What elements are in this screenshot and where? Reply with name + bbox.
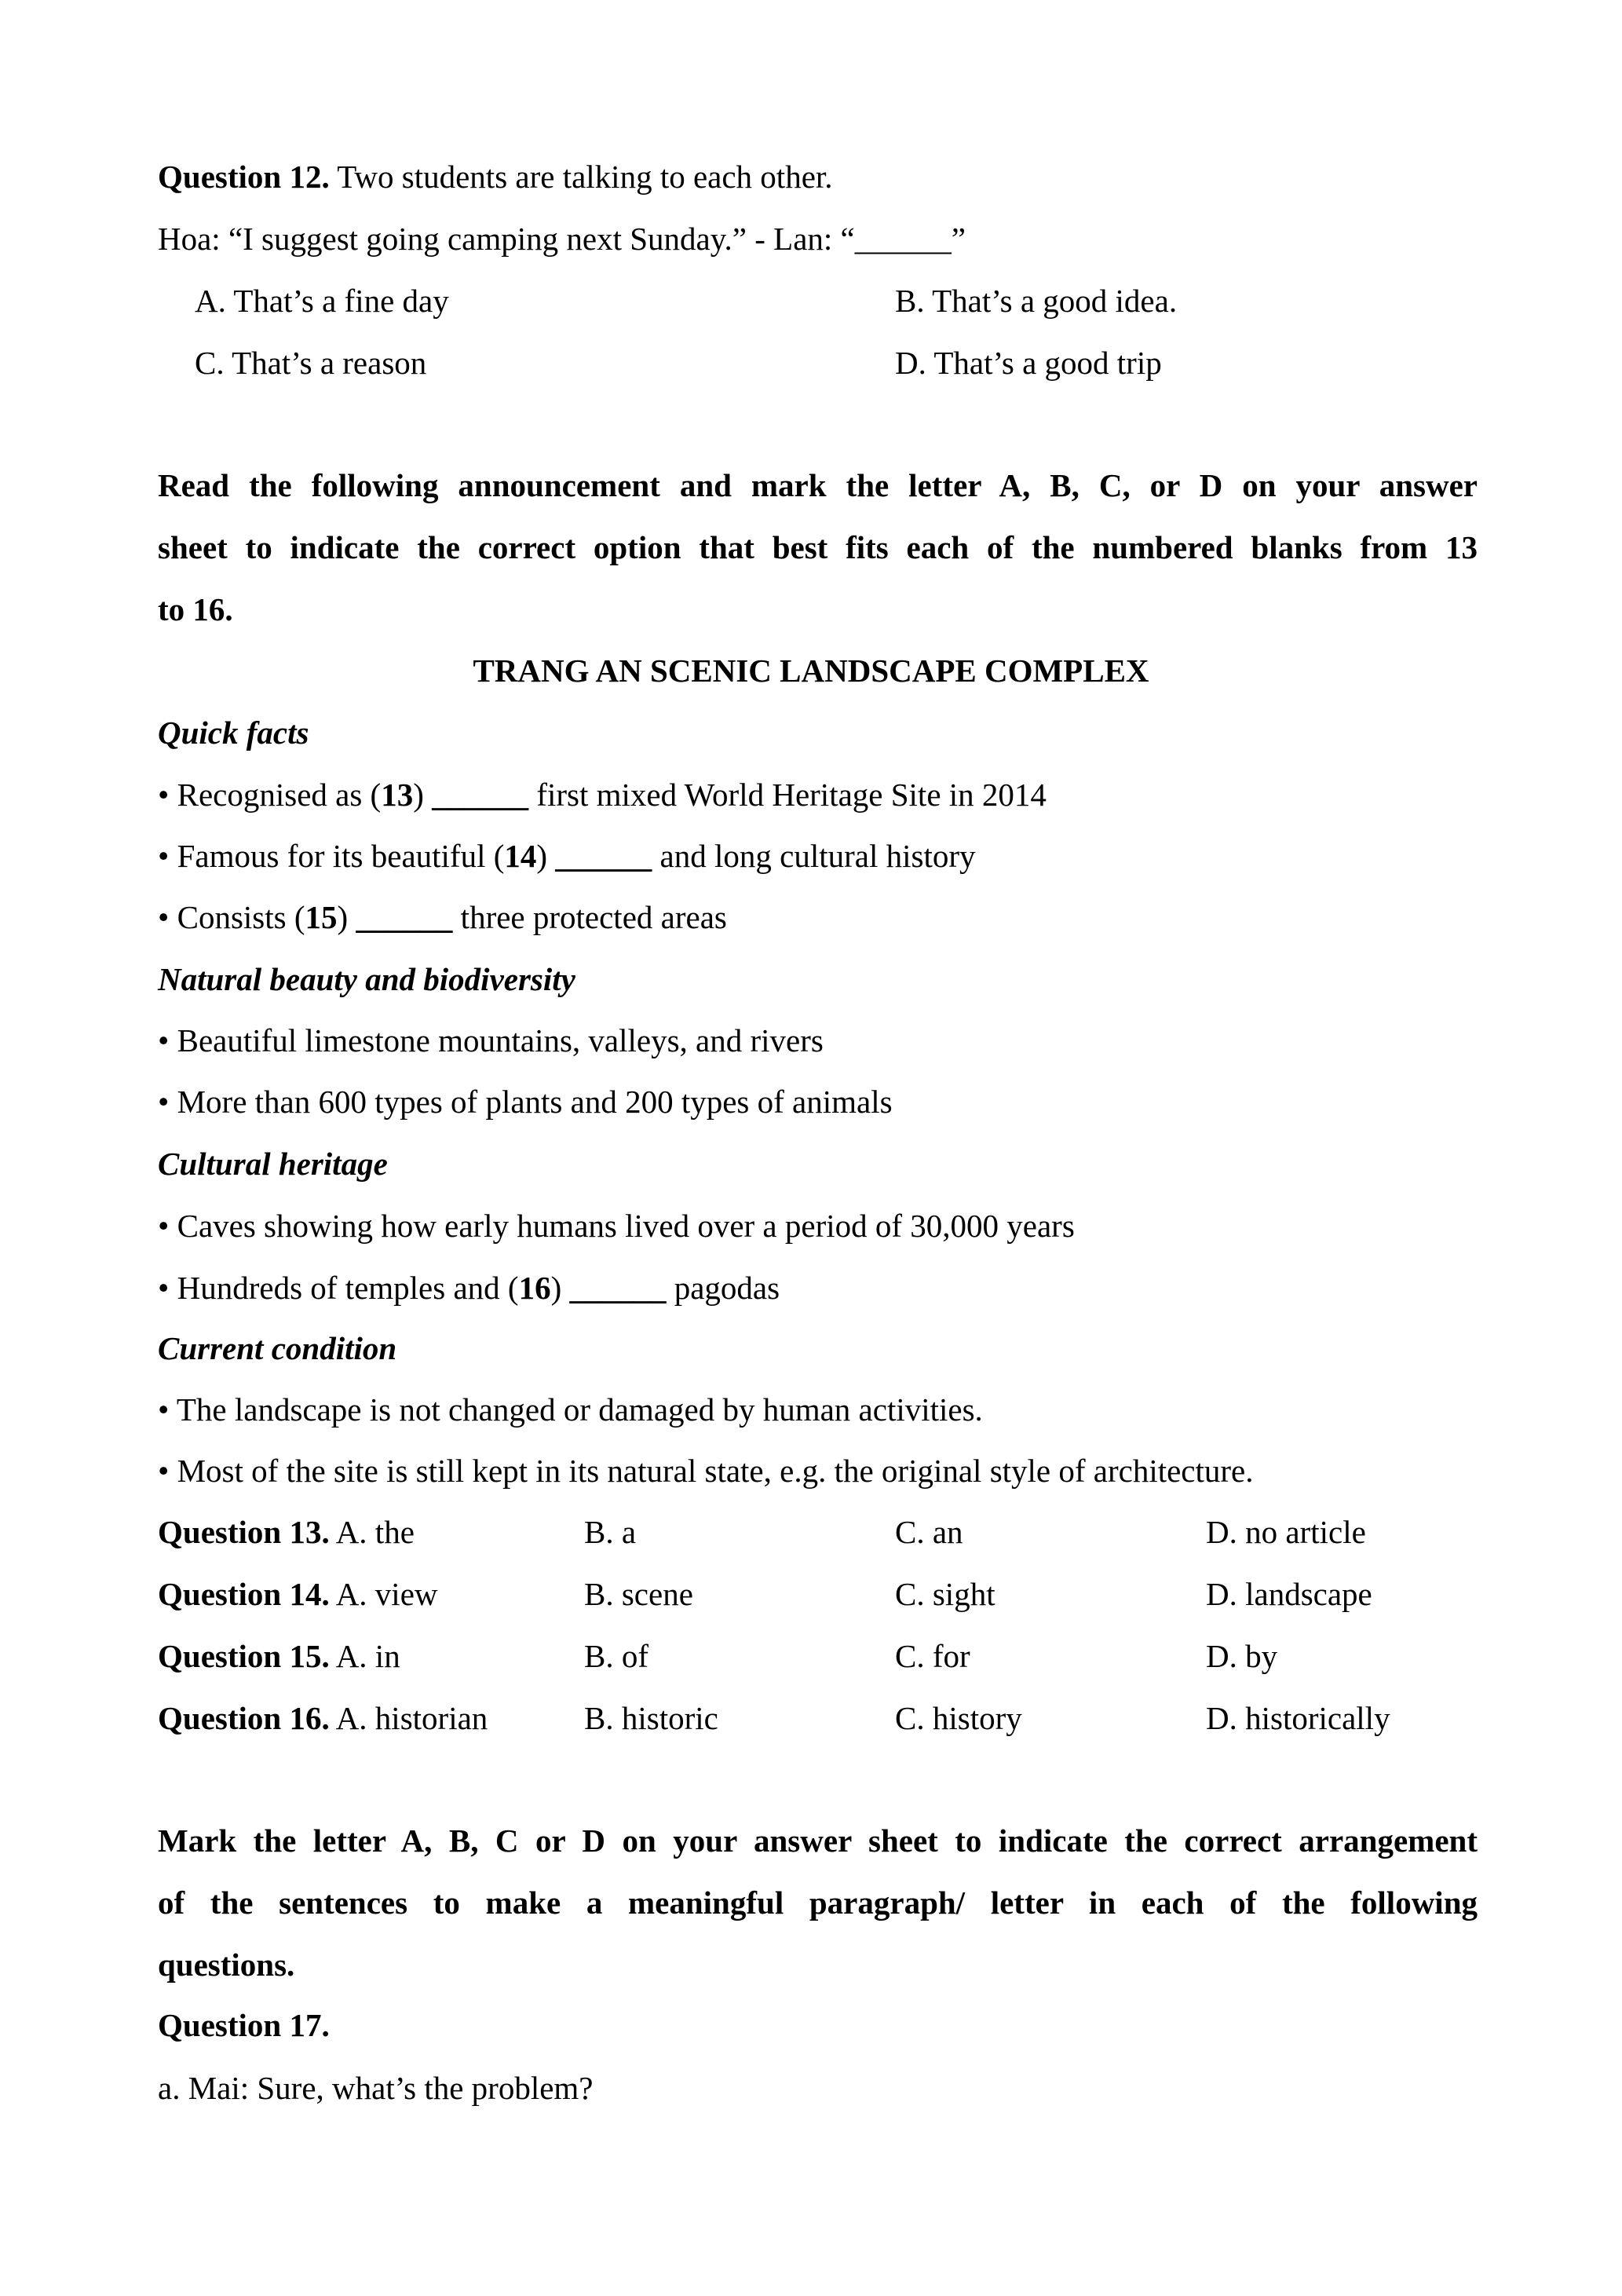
- blank-number-16: 16: [518, 1270, 551, 1306]
- option-b[interactable]: B. That’s a good idea.: [895, 283, 1178, 319]
- bullet-text: pagodas: [666, 1270, 780, 1306]
- bullet-text: • Consists (: [158, 899, 305, 935]
- bullet-limestone: • Beautiful limestone mountains, valleys, and rivers: [158, 1022, 824, 1058]
- bullet-landscape-unchanged: • The landscape is not changed or damaged by human activities.: [158, 1391, 983, 1428]
- reading-instruction-line-3: to 16.: [158, 591, 233, 627]
- bullet-text: and long cultural history: [652, 838, 976, 874]
- question-15-option-c[interactable]: C. for: [895, 1638, 970, 1674]
- bullet-recognised: [158, 775, 1047, 814]
- question-14-option-b[interactable]: B. scene: [584, 1576, 693, 1612]
- blank-number-14: 14: [504, 838, 537, 874]
- bullet-text: • Hundreds of temples and (: [158, 1270, 519, 1306]
- question-12-stem: [158, 157, 833, 196]
- question-16-option-b[interactable]: B. historic: [584, 1700, 718, 1736]
- question-13-option-a[interactable]: [158, 1512, 415, 1552]
- bullet-text: ): [337, 899, 356, 935]
- question-12-dialogue: Hoa: “I suggest going camping next Sunday.” - Lan: “______”: [158, 221, 966, 257]
- option-text: A. in: [329, 1638, 400, 1674]
- bullet-text: ): [550, 1270, 570, 1306]
- question-14-option-a[interactable]: [158, 1574, 438, 1614]
- bullet-text: three protected areas: [452, 899, 727, 935]
- blank-16: ______: [569, 1270, 667, 1306]
- blank-number-15: 15: [305, 899, 338, 935]
- option-a[interactable]: A. That’s a fine day: [195, 283, 449, 319]
- blank-15: ______: [356, 899, 453, 935]
- option-text: A. the: [329, 1514, 415, 1550]
- arrangement-instruction-line-3: questions.: [158, 1947, 295, 1983]
- blank-13: ______: [432, 777, 529, 813]
- question-16-option-d[interactable]: D. historically: [1206, 1700, 1390, 1736]
- question-14-option-d[interactable]: D. landscape: [1206, 1576, 1372, 1612]
- bullet-text: • Famous for its beautiful (: [158, 838, 505, 874]
- question-13-option-b[interactable]: B. a: [584, 1514, 637, 1550]
- bullet-text: • Recognised as (: [158, 777, 382, 813]
- question-15-option-a[interactable]: [158, 1636, 400, 1676]
- section-heading-current-condition: Current condition: [158, 1330, 397, 1366]
- bullet-text: first mixed World Heritage Site in 2014: [528, 777, 1047, 813]
- question-label: Question 14.: [158, 1576, 330, 1612]
- arrangement-instruction-line-1: Mark the letter A, B, C or D on your answer sheet to indicate the correct arrangement: [158, 1823, 1478, 1859]
- question-16-option-c[interactable]: C. history: [895, 1700, 1022, 1736]
- announcement-title: TRANG AN SCENIC LANDSCAPE COMPLEX: [473, 653, 1149, 689]
- question-17-label: Question 17.: [158, 2007, 330, 2043]
- section-heading-cultural-heritage: Cultural heritage: [158, 1146, 388, 1182]
- question-label: Question 13.: [158, 1514, 330, 1550]
- section-heading-quick-facts: Quick facts: [158, 715, 309, 751]
- bullet-famous: [158, 836, 975, 876]
- question-15-option-b[interactable]: B. of: [584, 1638, 648, 1674]
- question-label: Question 15.: [158, 1638, 330, 1674]
- question-label: Question 16.: [158, 1700, 330, 1736]
- section-heading-natural-beauty: Natural beauty and biodiversity: [158, 961, 575, 997]
- question-label: Question 12.: [158, 159, 330, 195]
- reading-instruction-line-1: Read the following announcement and mark the letter A, B, C, or D on your answer: [158, 467, 1478, 503]
- bullet-natural-state: • Most of the site is still kept in its natural state, e.g. the original style of architecture.: [158, 1453, 1254, 1489]
- question-17-sentence-a: a. Mai: Sure, what’s the problem?: [158, 2070, 594, 2106]
- option-text: A. view: [329, 1576, 438, 1612]
- question-15-option-d[interactable]: D. by: [1206, 1638, 1278, 1674]
- question-13-option-d[interactable]: D. no article: [1206, 1514, 1366, 1550]
- question-13-option-c[interactable]: C. an: [895, 1514, 963, 1550]
- bullet-temples: [158, 1268, 780, 1307]
- bullet-consists: [158, 898, 727, 937]
- question-14-option-c[interactable]: C. sight: [895, 1576, 995, 1612]
- blank-14: ______: [555, 838, 652, 874]
- bullet-caves: • Caves showing how early humans lived over a period of 30,000 years: [158, 1208, 1075, 1244]
- option-c[interactable]: C. That’s a reason: [195, 345, 427, 381]
- question-text: Two students are talking to each other.: [329, 159, 833, 195]
- blank-number-13: 13: [381, 777, 414, 813]
- option-d[interactable]: D. That’s a good trip: [895, 345, 1162, 381]
- reading-instruction-line-2: sheet to indicate the correct option that best fits each of the numbered blanks from 13: [158, 529, 1478, 565]
- option-text: A. historian: [329, 1700, 488, 1736]
- question-16-option-a[interactable]: [158, 1698, 488, 1738]
- bullet-text: ): [536, 838, 556, 874]
- bullet-biodiversity: • More than 600 types of plants and 200 types of animals: [158, 1084, 893, 1120]
- arrangement-instruction-line-2: of the sentences to make a meaningful paragraph/ letter in each of the following: [158, 1885, 1478, 1921]
- bullet-text: ): [413, 777, 433, 813]
